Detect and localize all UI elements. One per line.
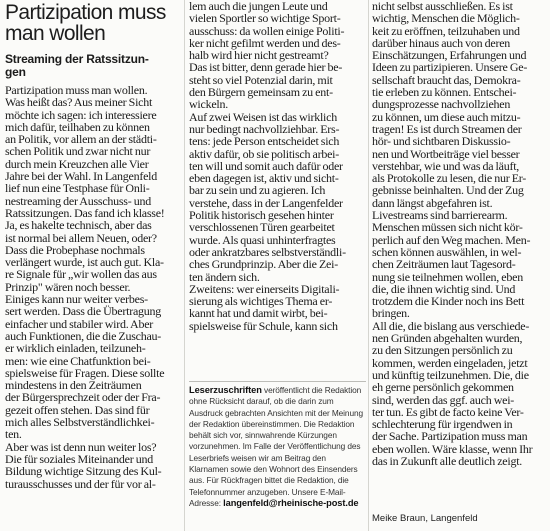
article-body-col2: lem auch die jungen Leute und vielen Sportler so wichtige Sport- ausschuss: da wollen einige Politi- ker nicht gefilmt werden und des- halb wird hier nicht gestreamt? Das ist bitter, denn gerade hier be- steht so viel Potenzial darin, mit den Bürgern gemeinsam zu ent- wickeln. Auf zwei Weisen ist das wirklich nur bedingt nachvollziehbar. Ers- tens: jede Person entscheidet sich aktiv dafür, ob sie politisch arbei- ten will und somit auch dafür oder eben dagegen ist, aktiv und sicht- bar zu sein und zu agieren. Ich verstehe, dass in der Langenfelder Politik historisch gesehen hinter verschlossenen Türen gearbeitet wurde. Als quasi unhinterfragtes oder ankratzbares selbstverständli- ches Grundprinzip. Aber die Zei- ten ändern sich. Zweitens: wer einerseits Digitali- sierung als wichtiges Thema er- kannt hat und damit wirbt, bei- spielsweise für Schule, kann sich [189, 0, 346, 333]
author-signature: Meike Braun, Langenfeld [372, 513, 478, 524]
article-column-1 [5, 0, 182, 531]
letters-info-text: veröffentlicht die Redaktion ohne Rücksicht darauf, ob die darin zum Ausdruck gebrachten Ansichten mit der Meinung der Redaktion übereinstimmen. Die Redaktion behält sich vor, sinnwahrende Kürzungen vorzunehmen. Im Falle der Veröffentlichung des Leserbriefs weisen wir am Beitrag den Klarnamen sowie den Wohnort des Einsenders aus. Für Rückfragen bittet die Redaktion, die Telefonnummer anzugeben. Unsere E-Mail-Adresse: [189, 385, 363, 508]
article-column-3 [372, 0, 548, 531]
article-column-2 [189, 0, 366, 531]
letters-info-email[interactable]: langenfeld@rheinische-post.de [223, 497, 359, 508]
article-body-col3: nicht selbst ausschließen. Es ist wichtig, Menschen die Möglich- keit zu eröffnen, teilzuhaben und darüber hinaus auch von deren Einschätzungen, Erfahrungen und Ideen zu partizipieren. Unsere Ge- sellschaft braucht das, Demokra- tie erleben zu können. Entschei- dungsprozesse nachvollziehen zu können, um diese auch mitzu- tragen! Es ist durch Streamen der hör- und sichtbaren Diskussio- nen und Wortbeiträge viel besser verstehbar, wie und was da läuft, als Protokolle zu lesen, die nur Er- gebnisse beinhalten. Und der Zug dann längst abgefahren ist. Livestreams sind barrierearm. Menschen müssen sich nicht kör- perlich auf den Weg machen. Men- schen können auswählen, in wel- chen Zeiträumen laut Tagesord- nung sie teilnehmen wollen, eben die, die ihnen wichtig sind. Und trotzdem die Kinder noch ins Bett bringen. All die, die bislang aus verschiede- nen Gründen abgehalten wurden, zu den Sitzungen persönlich zu kommen, werden eingeladen, jetzt und künftig teilzunehmen. Die, die eh gerne persönlich gekommen sind, werden das ggf. auch wei- ter tun. Es gibt de facto keine Ver- schlechterung für irgendwen in der Sache. Partizipation muss man eben wollen. Wäre klasse, wenn Ihr das in Zukunft alle deutlich zeigt. [372, 0, 533, 468]
letters-info-title: Leserzuschriften [189, 385, 262, 395]
letters-info-box [189, 381, 366, 509]
column-divider [368, 0, 369, 531]
column-divider [184, 0, 185, 531]
article-headline: Partizipation muss man wollen [5, 1, 166, 45]
article-subheadline: Streaming der Ratssitzun- gen [5, 52, 149, 79]
article-body-col1: Partizipation muss man wollen. Was heißt das? Aus meiner Sicht möchte ich sagen: ich interessiere mich dafür, teilhaben zu können an Politik, vor allem an der städti- schen Politik und zwar nicht nur durch mein Kreuzchen alle Vier Jahre bei der Wahl. In Langenfeld lief nun eine Testphase für Onli- nestreaming der Ausschuss- und Ratssitzungen. Das fand ich klasse! Ja, es hakelte technisch, aber das ist normal bei allem Neuen, oder? Dass die Probephase nochmals verlängert wurde, ist auch gut. Kla- re Signale für „wir wollen das aus Prinzip" wären noch besser. Einiges kann nur weiter verbes- sert werden. Dass die Übertragung einfacher und stabiler wird. Aber auch Funktionen, die die Zuschau- er wirklich einladen, teilzuneh- men: wie eine Chatfunktion bei- spielsweise für Fragen. Diese sollte mindestens in den Zeiträumen der Bürgersprechzeit oder der Fra- gezeit offen stehen. Das sind für mich alles Selbstverständlichkei- ten. Aber was ist denn nun weiter los? Die für soziales Miteinander und Bildung wichtige Sitzung des Kul- turausschusses und der für vor al- [5, 83, 165, 491]
